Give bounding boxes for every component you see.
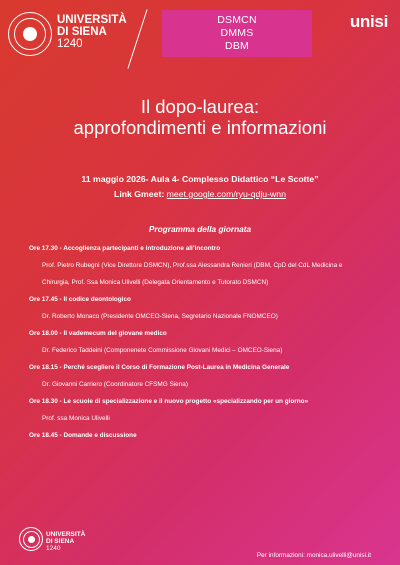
meet-link-label: Link Gmeet: (114, 189, 165, 199)
schedule-slot (29, 363, 379, 389)
departments-box (162, 10, 312, 57)
event-title (0, 96, 400, 138)
meet-link[interactable]: meet.google.com/ryu-qdju-wnn (166, 189, 286, 199)
unisi-logo: unisi (349, 12, 388, 31)
schedule-slot (29, 329, 379, 355)
footer-seal-logo (19, 527, 43, 551)
schedule-slot (29, 295, 379, 321)
program-schedule (29, 244, 379, 443)
slot-speakers (29, 380, 379, 389)
slot-heading: Ore 18.15 - Perché scegliere il Corso di Formazione Post-Laurea in Medicina Generale (29, 364, 290, 371)
title-line1: Il dopo-laurea: (140, 96, 260, 117)
schedule-slot (29, 397, 379, 423)
slot-speakers (29, 312, 379, 321)
speaker-line: Dr. Giovanni Carriero (Coordinatore CFSMG Siena) (42, 381, 188, 388)
slot-speakers (29, 414, 379, 423)
title-line2: approfondimenti e informazioni (73, 117, 327, 138)
department-dmms: DMMS (220, 27, 254, 39)
slot-heading: Ore 18.30 - Le scuole di specializzazione e il nuovo progetto «specializzando per un giorno» (29, 398, 309, 405)
speaker-line: Dr. Roberto Monaco (Presidente OMCEO-Siena, Segretario Nazionale FNOMCEO) (42, 313, 278, 320)
schedule-slot (29, 244, 379, 287)
university-year: 1240 (57, 38, 83, 51)
university-seal-logo (8, 12, 52, 56)
speaker-line: Prof. Pietro Rubegni (Vice Direttore DSMCN), Prof.ssa Alessandra Renieri (DBM, CpD del CdL Medicina e (42, 262, 343, 269)
slot-speakers (29, 346, 379, 355)
program-heading: Programma della giornata (148, 224, 252, 234)
department-dsmcn: DSMCN (217, 14, 257, 26)
speaker-line: Prof. ssa Monica Ulivelli (42, 415, 110, 422)
department-dbm: DBM (225, 40, 249, 52)
speaker-line: Chirurgia, Prof. Ssa Monica Ulivelli (Delegata Orientamento e Tutorato DSMCN) (42, 279, 269, 286)
university-name (57, 14, 127, 50)
slot-heading: Ore 18.00 - Il vademecum del giovane medico (29, 330, 167, 337)
footer-name-line2: DI SIENA (46, 538, 75, 546)
footer-university-name (46, 531, 85, 553)
footer-year: 1240 (46, 545, 61, 553)
slot-heading: Ore 17.45 - Il codice deontologico (29, 296, 131, 303)
university-name-line2: DI SIENA (57, 26, 107, 39)
speaker-line: Dr. Federico Taddeini (Componenete Commissione Giovani Medici – OMCEO-Siena) (42, 347, 283, 354)
university-name-line1: UNIVERSITÀ (57, 14, 127, 26)
meet-link-line (0, 189, 400, 199)
header-divider (127, 9, 147, 68)
contact-info: Per informazioni: monica.ulivelli@unisi.it (256, 552, 371, 559)
slot-speakers (29, 261, 379, 287)
footer-name-line1: UNIVERSITÀ (46, 531, 86, 538)
slot-heading: Ore 18.45 - Domande e discussione (29, 432, 137, 439)
schedule-slot (29, 431, 379, 440)
event-date-place: 11 maggio 2026- Aula 4- Complesso Didattico “Le Scotte” (81, 174, 319, 184)
slot-heading: Ore 17.30 - Accoglienza partecipanti e introduzione all’incontro (29, 245, 221, 252)
